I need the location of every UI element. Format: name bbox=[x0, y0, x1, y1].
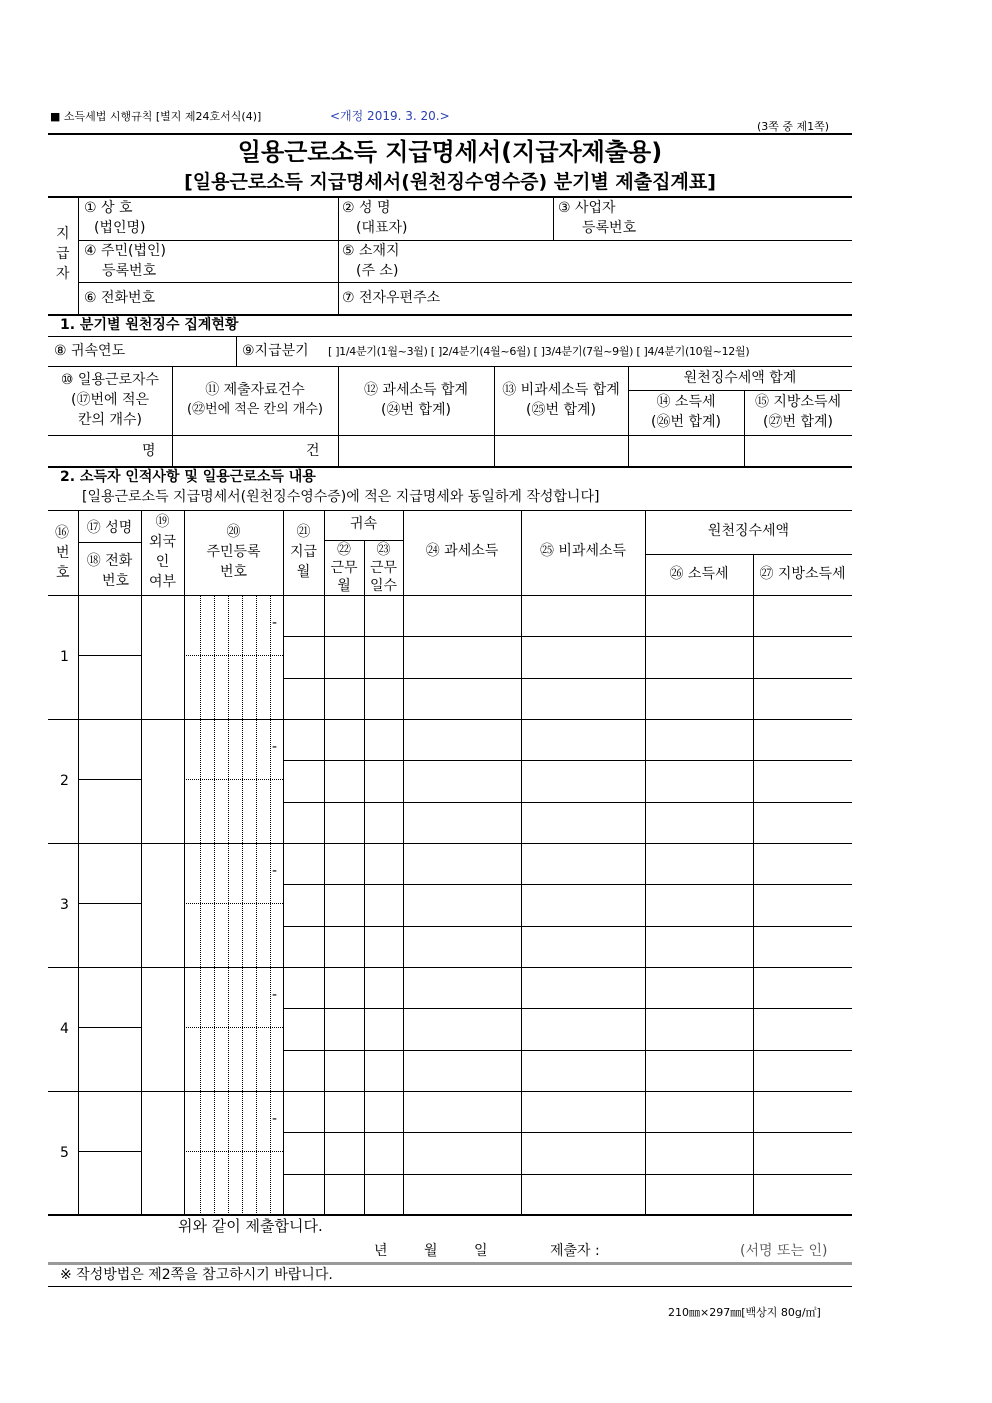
h22-line2: 월 bbox=[337, 578, 351, 594]
id-dash: - bbox=[272, 615, 278, 631]
h16-line2: 호 bbox=[56, 565, 70, 581]
workers-count-sub2: 칸의 개수) bbox=[77, 412, 142, 428]
row-number: 1 bbox=[60, 649, 69, 665]
h21-line1: 지급 bbox=[289, 544, 318, 560]
unit-cases: 건 bbox=[306, 443, 320, 459]
h18-phone-sub: 번호 bbox=[101, 573, 130, 589]
h17-name: ⑰ 성명 bbox=[86, 520, 133, 536]
page-subtitle: [일용근로소득 지급명세서(원천징수영수증) 분기별 제출집계표] bbox=[184, 171, 716, 193]
row-number: 4 bbox=[60, 1021, 69, 1037]
signature-label: (서명 또는 인) bbox=[740, 1243, 828, 1259]
h27-local-tax: ㉗ 지방소득세 bbox=[759, 566, 846, 582]
income-tax-total-label: ⑭ 소득세 bbox=[656, 394, 716, 410]
nontaxable-total-label: ⑬ 비과세소득 합계 bbox=[502, 382, 620, 398]
h-withholding: 원천징수세액 bbox=[707, 523, 790, 539]
h20-line2: 번호 bbox=[219, 564, 248, 580]
payer-side-label-2: 급 bbox=[56, 246, 70, 262]
business-number-label: ③ 사업자 bbox=[558, 200, 616, 216]
h16-line1: 번 bbox=[56, 545, 70, 561]
h-belong: 귀속 bbox=[349, 516, 378, 532]
taxable-total-label: ⑫ 과세소득 합계 bbox=[363, 382, 469, 398]
local-tax-total-sub: (㉗번 합계) bbox=[763, 414, 833, 430]
representative-label: ② 성 명 bbox=[342, 200, 391, 216]
h23-num: ㉓ bbox=[376, 542, 391, 558]
page-info: (3쪽 중 제1쪽) bbox=[757, 120, 830, 133]
h23-line2: 일수 bbox=[369, 578, 398, 594]
phone-label: ⑥ 전화번호 bbox=[84, 290, 156, 306]
h20-line1: 주민등록 bbox=[206, 544, 261, 560]
h26-income-tax: ㉖ 소득세 bbox=[669, 566, 729, 582]
h16-num: ⑯ bbox=[55, 525, 69, 541]
instruction-note: ※ 작성방법은 제2쪽을 참고하시기 바랍니다. bbox=[60, 1267, 333, 1283]
address-label: ⑤ 소재지 bbox=[342, 243, 400, 259]
h21-num: ㉑ bbox=[296, 524, 311, 540]
h21-line2: 월 bbox=[296, 564, 311, 580]
quarter-options[interactable]: [ ]1/4분기(1월~3월) [ ]2/4분기(4월~6월) [ ]3/4분기(7월~9월) [ ]4/4분기(10월~12월) bbox=[328, 345, 750, 358]
amendment-date: <개정 2019. 3. 20.> bbox=[330, 109, 450, 123]
quarter-label: ⑨지급분기 bbox=[242, 343, 309, 359]
submission-count-sub: (㉒번에 적은 칸의 개수) bbox=[186, 402, 323, 417]
h19-line3: 여부 bbox=[148, 574, 177, 590]
h23-line1: 근무 bbox=[369, 560, 398, 576]
id-dash: - bbox=[272, 739, 278, 755]
submission-count-label: ⑪ 제출자료건수 bbox=[205, 382, 305, 398]
registration-number-sublabel: 등록번호 bbox=[102, 263, 157, 279]
payer-side-label-1: 지 bbox=[56, 226, 70, 242]
section2-title: 2. 소득자 인적사항 및 일용근로소득 내용 bbox=[60, 469, 316, 485]
taxable-total-sub: (㉔번 합계) bbox=[381, 402, 451, 418]
income-tax-total-sub: (㉖번 합계) bbox=[651, 414, 721, 430]
company-name-label: ① 상 호 bbox=[84, 200, 133, 216]
email-label: ⑦ 전자우편주소 bbox=[342, 290, 441, 306]
workers-count-sub1: (⑰번에 적은 bbox=[70, 392, 149, 408]
h22-num: ㉒ bbox=[337, 542, 351, 558]
h18-phone: ⑱ 전화 bbox=[86, 553, 133, 569]
section2-note: [일용근로소득 지급명세서(원천징수영수증)에 적은 지급명세와 동일하게 작성합니다] bbox=[82, 489, 600, 505]
page-title: 일용근로소득 지급명세서(지급자제출용) bbox=[237, 138, 663, 166]
workers-count-label: ⑩ 일용근로자수 bbox=[60, 372, 160, 388]
withholding-total-label: 원천징수세액 합계 bbox=[683, 370, 797, 386]
h25-nontaxable: ㉕ 비과세소득 bbox=[539, 543, 627, 559]
id-dash: - bbox=[272, 863, 278, 879]
h24-taxable: ㉔ 과세소득 bbox=[425, 543, 499, 559]
h20-num: ⑳ bbox=[226, 524, 241, 540]
representative-sublabel: (대표자) bbox=[356, 220, 408, 236]
law-reference: ■ 소득세법 시행규칙 [별지 제24호서식(4)] bbox=[50, 110, 262, 123]
h19-line2: 인 bbox=[155, 554, 170, 570]
h19-line1: 외국 bbox=[148, 534, 177, 550]
id-dash: - bbox=[272, 987, 278, 1003]
date-day-label: 일 bbox=[474, 1243, 488, 1259]
row-number: 2 bbox=[60, 773, 69, 789]
registration-number-label: ④ 주민(법인) bbox=[84, 243, 167, 259]
local-tax-total-label: ⑮ 지방소득세 bbox=[754, 394, 842, 410]
title-rule bbox=[48, 196, 852, 198]
top-rule bbox=[48, 133, 852, 135]
h22-line1: 근무 bbox=[330, 560, 358, 576]
nontaxable-total-sub: (㉕번 합계) bbox=[526, 402, 596, 418]
submitter-label: 제출자 : bbox=[550, 1243, 600, 1259]
section1-title: 1. 분기별 원천징수 집계현황 bbox=[60, 317, 239, 333]
business-number-sublabel: 등록번호 bbox=[582, 220, 637, 236]
year-label: ⑧ 귀속연도 bbox=[54, 343, 126, 359]
h19-num: ⑲ bbox=[155, 514, 170, 530]
payer-side-label-3: 자 bbox=[56, 266, 70, 282]
submit-statement: 위와 같이 제출합니다. bbox=[178, 1217, 323, 1235]
row-number: 3 bbox=[60, 897, 69, 913]
date-year-label: 년 bbox=[374, 1243, 388, 1259]
date-month-label: 월 bbox=[424, 1243, 438, 1259]
row-number: 5 bbox=[60, 1145, 69, 1161]
company-name-sublabel: (법인명) bbox=[94, 220, 146, 236]
unit-people: 명 bbox=[142, 443, 156, 459]
paper-spec: 210㎜×297㎜[백상지 80g/㎡] bbox=[668, 1306, 821, 1319]
address-sublabel: (주 소) bbox=[356, 263, 399, 279]
id-dash: - bbox=[272, 1111, 278, 1127]
